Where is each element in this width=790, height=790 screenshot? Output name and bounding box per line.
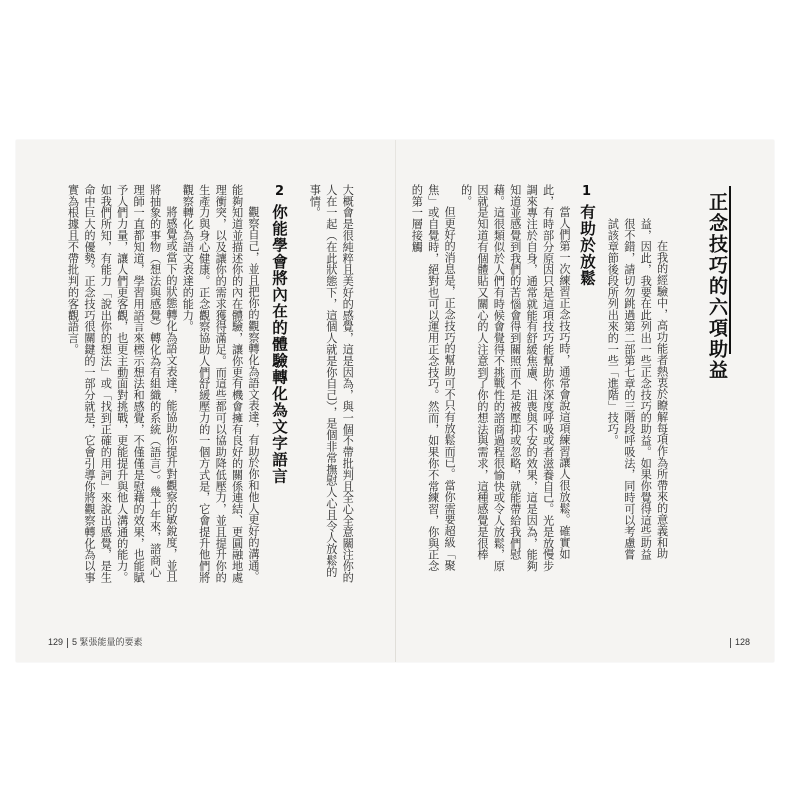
right-page [396, 140, 774, 662]
footer-separator [730, 638, 731, 648]
right-footer [726, 637, 750, 648]
section-1-paragraph-2: 但更好的消息是，正念技巧的幫助可不只有放鬆而已。當你需要超級「聚焦」或自覺時，絕對也可以運用正念技巧。然而，如果你不常練習，你與正念的第一層接觸 [410, 184, 457, 572]
left-footer [48, 635, 143, 648]
page-number-128: 128 [735, 637, 751, 648]
left-page [16, 140, 395, 662]
right-body-text [410, 184, 572, 574]
section-1-paragraph-1: 當人們第一次練習正念技巧時，通常會說這項練習讓人很放鬆。確實如此，有時部分原因只是這項技巧能幫助你深度呼吸或者滋養自己。光是放慢步調來專注於自身，通常就能有舒緩焦慮、沮喪與不安的效果，這是因為，能夠知道並感覺到我們的苦惱會得到關照而不是被壓抑或忽略，就能帶給我們慰藉。這很類似於人們有時候會覺得不挑戰性的諮商過程很愉快或令人放鬆，原因就是知道有個體貼又關心的人注意到了你的想法與需求，這種感覺是很棒的。 [459, 184, 571, 572]
section-2-paragraph-2: 將感覺或當下的狀態轉化為語文表達，能協助你提升對觀察的敏銳度，並且將抽象的事物（想法與感覺）轉化為有組織的系統（語言）。幾十年來，諮商心理師一直都知道，學習用語言來標示想法和感覺，不僅僅是慰藉的效果，也能賦予人們力量，讓人們更客觀，也更主動面對挑戰，更能提升與他人溝通的能力。如我們所知，有能力「說出你的想法」或「找到正確的用詞」來說出感覺，是生命中巨大的優勢。正念技巧很關鍵的一部分就是，它會引導你將觀察轉化為以事實為根據且不帶批判的客觀語言。 [66, 184, 178, 583]
page-number-129: 129 [48, 637, 64, 647]
left-continuation-text [306, 184, 355, 584]
chapter-title: 正念技巧的六項助益 [706, 192, 728, 381]
book-spread [16, 140, 774, 662]
section-2-paragraph-1: 觀察自己，並且把你的觀察轉化為語文表達，有助於你和他人更好的溝通。能夠知道並描述你的內在體驗，讓你更有機會擁有良好的關係連結、更圓融地處理衝突，以及讓你的需求獲得滿足。而這些都可以協助降低壓力，並且提升你的生產力與身心健康。正念觀察協助人們舒緩壓力的一個方式是，它會提升他們將觀察轉化為語文表達的能力。 [181, 184, 260, 583]
intro-paragraph: 在我的經驗中，高功能者熱衷於瞭解每項作為所帶來的意義和助益，因此，我要在此列出一些正念技巧的助益。如果你覺得這些助益很不錯，請切勿跳過第二部第七章的三階段呼吸法，同時可以考慮嘗試該章節後段所列出來的一些「進階」技巧。 [606, 218, 669, 560]
section-1-number: 1 [579, 184, 594, 199]
section-1-title: 有助於放鬆 [578, 204, 596, 287]
section-2-title: 你能學會將內在的體驗轉化為文字語言 [270, 204, 288, 485]
right-intro-text [604, 218, 670, 568]
continuation-paragraph: 大概會是很純粹且美好的感覺，這是因為，與一個不帶批判且全心全意關注你的人在一起（在此狀態下，這個人就是你自己），是個非常撫慰人心且令人放鬆的事情。 [308, 184, 355, 583]
section-2-number: 2 [272, 184, 287, 199]
footer-separator [67, 638, 68, 648]
running-head: 5 緊張能量的要素 [72, 637, 143, 647]
left-body-text [56, 184, 261, 584]
